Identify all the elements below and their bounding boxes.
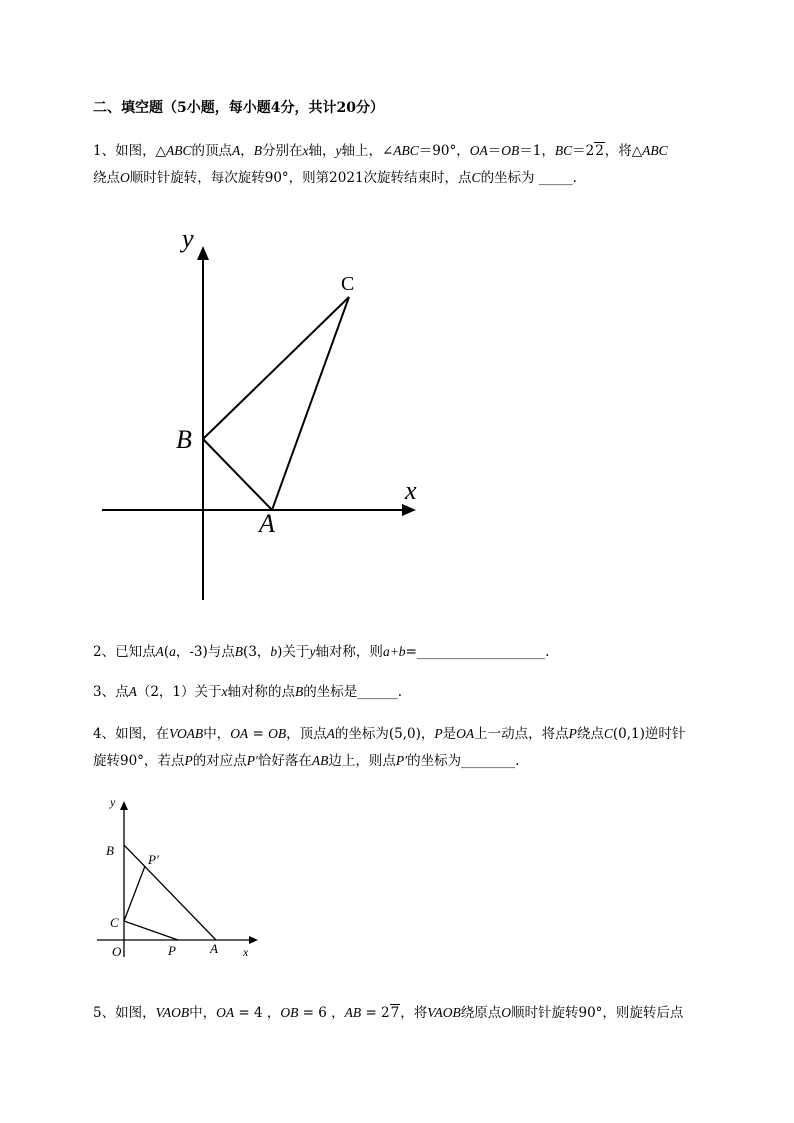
fig1-b-label: B bbox=[176, 425, 192, 454]
q1-angle: ABC bbox=[393, 143, 419, 158]
q1-triangle: ABC bbox=[642, 143, 668, 158]
section-title: 二、填空题（5小题，每小题4分，共计20分） bbox=[93, 100, 384, 116]
q2-text: ( bbox=[163, 644, 170, 660]
q4-point-c: C bbox=[603, 726, 613, 741]
q4-text: 中， bbox=[203, 726, 231, 742]
q1-point-c: C bbox=[471, 170, 481, 185]
q1-text: ＝2 bbox=[572, 143, 595, 159]
fig2-x-label: x bbox=[243, 945, 249, 959]
q5-text: 绕原点 bbox=[460, 1005, 502, 1021]
q4-text: 绕点 bbox=[576, 726, 604, 742]
q1-text: 顺时针旋转，每次旋转90°，则第2021次旋转结束时，点 bbox=[129, 170, 472, 186]
q1-text: 的顶点 bbox=[191, 143, 232, 159]
q5-text: = 4 ， bbox=[234, 1005, 281, 1021]
question-3 bbox=[93, 682, 402, 702]
q3-point-b: B bbox=[295, 684, 304, 699]
q1-triangle: ABC bbox=[165, 143, 192, 158]
fig1-x-label: x bbox=[405, 476, 417, 505]
fig2-p-label: P bbox=[168, 943, 176, 958]
q4-oa: OA bbox=[230, 726, 249, 741]
q2-text: (3， bbox=[243, 644, 271, 660]
q1-point-o: O bbox=[120, 170, 130, 185]
q3-x: x bbox=[221, 684, 228, 699]
q1-text: ， bbox=[240, 143, 254, 159]
q1-oa: OA bbox=[469, 143, 488, 158]
q4-text: 上一动点，将点 bbox=[474, 726, 569, 742]
q4-text: ，顶点 bbox=[286, 726, 327, 742]
q3-point-a: A bbox=[128, 684, 137, 699]
q4-ab: AB bbox=[311, 753, 329, 768]
fig2-b-label: B bbox=[106, 843, 114, 858]
fig2-o-label: O bbox=[112, 944, 122, 959]
q4-text: (0,1)逆时针 bbox=[612, 726, 686, 742]
q5-triangle: VAOB bbox=[427, 1005, 461, 1020]
segment-ac bbox=[272, 297, 349, 510]
q2-text: 轴对称，则 bbox=[315, 644, 383, 660]
q2-text: 2、已知点 bbox=[93, 644, 156, 660]
q1-x: x bbox=[302, 143, 309, 158]
figure-2 bbox=[97, 801, 258, 957]
q2-text: ，-3)与点 bbox=[175, 644, 235, 660]
q1-text: 轴上，∠ bbox=[341, 143, 394, 159]
fig2-c-label: C bbox=[110, 915, 119, 930]
q5-sqrt: 7 bbox=[390, 1005, 400, 1021]
question-4-line-1 bbox=[93, 724, 685, 744]
q1-text: ＝ bbox=[487, 143, 502, 159]
y-arrow-icon bbox=[197, 246, 209, 260]
q4-point-p: P bbox=[434, 726, 443, 741]
q5-point-o: O bbox=[501, 1005, 511, 1020]
q3-text: 3、点 bbox=[93, 684, 129, 700]
q4-point-p: P bbox=[184, 753, 193, 768]
segment-bc bbox=[203, 297, 349, 439]
figure-1 bbox=[102, 246, 416, 600]
q1-text: 轴， bbox=[308, 143, 336, 159]
fig2-x-arrow-icon bbox=[249, 936, 258, 944]
q2-text: )关于 bbox=[277, 644, 310, 660]
q2-y: y bbox=[309, 644, 316, 659]
q1-y: y bbox=[335, 143, 342, 158]
fig1-y-label: y bbox=[182, 224, 194, 253]
q4-text: 的坐标为(5,0)， bbox=[334, 726, 435, 742]
q5-oa: OA bbox=[216, 1005, 235, 1020]
q1-sqrt: 2 bbox=[595, 143, 604, 159]
question-4-line-2 bbox=[93, 751, 519, 771]
question-5 bbox=[93, 1003, 683, 1023]
fig1-c-label: C bbox=[341, 273, 355, 295]
q2-var-a: a bbox=[169, 644, 176, 659]
fig2-segment-cp bbox=[124, 921, 178, 940]
fig2-segment-cp-prime bbox=[124, 866, 145, 921]
fig2-p-prime-label: P′ bbox=[148, 852, 159, 867]
question-2 bbox=[93, 642, 549, 662]
fig2-y-arrow-icon bbox=[120, 801, 128, 810]
q3-answer-blank: 的坐标是______. bbox=[303, 684, 403, 700]
q4-text: 4、如图，在 bbox=[93, 726, 170, 742]
q5-ob: OB bbox=[280, 1005, 299, 1020]
q2-point-a: A bbox=[155, 644, 164, 659]
q4-point-a: A bbox=[326, 726, 335, 741]
q4-answer-blank: 的坐标为________. bbox=[407, 753, 520, 769]
q2-sum: a+b bbox=[382, 644, 406, 659]
q1-text: 绕点 bbox=[93, 170, 120, 186]
q4-text: 边上，则点 bbox=[328, 753, 396, 769]
q3-text: 轴对称的点 bbox=[227, 684, 296, 700]
q1-text: ＝90°， bbox=[418, 143, 470, 159]
q2-answer-blank: =___________________. bbox=[405, 644, 550, 660]
fig2-y-label: y bbox=[110, 795, 116, 809]
q5-text: ，将 bbox=[400, 1005, 428, 1021]
q5-ab: AB bbox=[344, 1005, 362, 1020]
q1-text: 分别在 bbox=[261, 143, 303, 159]
q1-text: 的坐标为 _____. bbox=[480, 170, 577, 186]
q4-ob: OB bbox=[268, 726, 287, 741]
q4-point-p-prime: P′ bbox=[246, 753, 258, 768]
q4-text: 恰好落在 bbox=[257, 753, 312, 769]
q4-text: 的对应点 bbox=[192, 753, 247, 769]
q1-text: 1、如图，△ bbox=[93, 143, 166, 159]
q1-point-b: B bbox=[253, 143, 262, 158]
x-arrow-icon bbox=[402, 504, 416, 516]
q5-text: = 6 ， bbox=[298, 1005, 345, 1021]
q3-text: （2，1）关于 bbox=[136, 684, 222, 700]
q2-var-b: b bbox=[270, 644, 278, 659]
q5-text: 顺时针旋转90°，则旋转后点 bbox=[510, 1005, 684, 1021]
q5-text: = 2 bbox=[361, 1005, 390, 1021]
q1-bc: BC bbox=[554, 143, 573, 158]
q1-ob: OB bbox=[501, 143, 520, 158]
q5-triangle: VAOB bbox=[155, 1005, 190, 1020]
q2-point-b: B bbox=[234, 644, 244, 659]
q1-point-a: A bbox=[231, 143, 241, 158]
q4-point-p-prime: P′ bbox=[395, 753, 408, 768]
q1-text: ＝1， bbox=[519, 143, 555, 159]
q4-oa: OA bbox=[456, 726, 475, 741]
q1-text: ，将△ bbox=[604, 143, 643, 159]
q4-triangle: VOAB bbox=[169, 726, 204, 741]
q5-text: 5、如图， bbox=[93, 1005, 156, 1021]
fig2-a-label: A bbox=[210, 941, 218, 956]
q5-text: 中， bbox=[189, 1005, 217, 1021]
fig1-a-label: A bbox=[259, 509, 275, 538]
segment-ba bbox=[203, 439, 272, 510]
q4-point-p: P bbox=[568, 726, 577, 741]
q4-text: 旋转90°，若点 bbox=[93, 753, 185, 769]
q4-text: 是 bbox=[442, 726, 457, 742]
q4-text: = bbox=[248, 726, 269, 742]
